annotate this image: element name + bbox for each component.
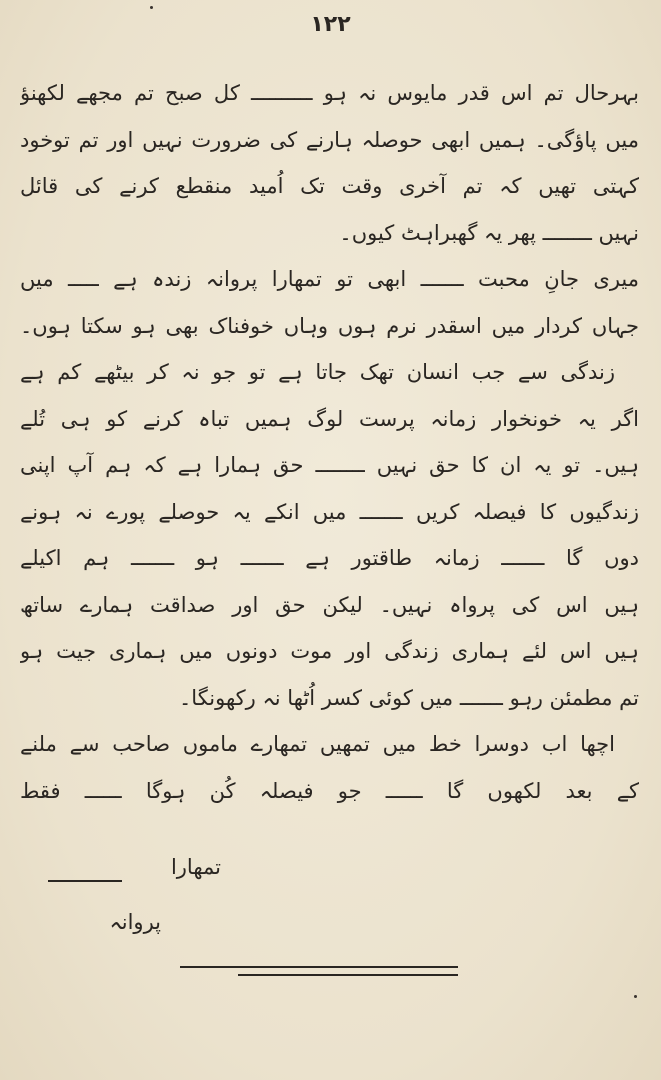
closing-rule	[48, 880, 122, 882]
paper-speck	[634, 995, 637, 998]
text-line: کہتی تھیں کہ تم آخری وقت تک اُمید منقطع کرنے کی قائل	[20, 174, 639, 198]
signature: پروانہ	[109, 910, 161, 934]
text-line: ہیں۔ تو یہ ان کا حق نہیں ــــــــ حق ہمارا ہے کہ ہم آپ اپنی	[20, 453, 639, 477]
paper-speck	[150, 6, 153, 9]
page-number: ۱۲۲	[310, 12, 351, 37]
text-line: بہرحال تم اس قدر مایوس نہ ہو ــــــــــ کل صبح تم مجھے لکھنؤ	[20, 81, 639, 105]
letter-body	[20, 70, 639, 814]
text-line: ہیں اس لئے ہماری زندگی اور موت دونوں میں ہماری جیت ہو	[20, 639, 639, 663]
text-line: کے بعد لکھوں گا ــــــ جو فیصلہ کُن ہوگا ــــــ فقط	[20, 778, 639, 803]
closing-word: تمھارا	[170, 855, 221, 879]
end-rule	[238, 974, 458, 976]
text-line: ہیں اس کی پرواہ نہیں۔ لیکن حق اور صداقت ہمارے ساتھ	[20, 592, 639, 617]
text-line: زندگی سے جب انسان تھک جاتا ہے تو جو نہ کر بیٹھے کم ہے	[20, 360, 615, 384]
text-line: نہیں ــــــــ پھر یہ گھبراہٹ کیوں۔	[339, 220, 639, 245]
text-line: تم مطمئن رہو ـــــــ میں کوئی کسر اُٹھا نہ رکھونگا۔	[178, 685, 639, 710]
text-line: اگر یہ خونخوار زمانہ پرست لوگ ہمیں تباہ کرنے کو ہی تُلے	[20, 406, 639, 431]
text-line: میں پاؤگی۔ ہمیں ابھی حوصلہ ہارنے کی ضرورت نہیں اور تم توخود	[20, 127, 639, 152]
text-line: دوں گا ـــــــ زمانہ طاقتور ہے ـــــــ ہو ـــــــ ہم اکیلے	[20, 546, 639, 570]
text-line: اچھا اب دوسرا خط میں تمھیں تمھارے ماموں صاحب سے ملنے	[20, 732, 615, 756]
end-rule	[180, 966, 458, 968]
text-line: جہاں کردار میں اسقدر نرم ہوں وہاں خوفناک بھی ہو سکتا ہوں۔	[20, 313, 639, 338]
text-line: زندگیوں کا فیصلہ کریں ـــــــ میں انکے یہ حوصلے پورے نہ ہونے	[20, 499, 639, 524]
text-line: میری جانِ محبت ـــــــ ابھی تو تمھارا پروانہ زندہ ہے ـــــ میں	[20, 267, 639, 291]
